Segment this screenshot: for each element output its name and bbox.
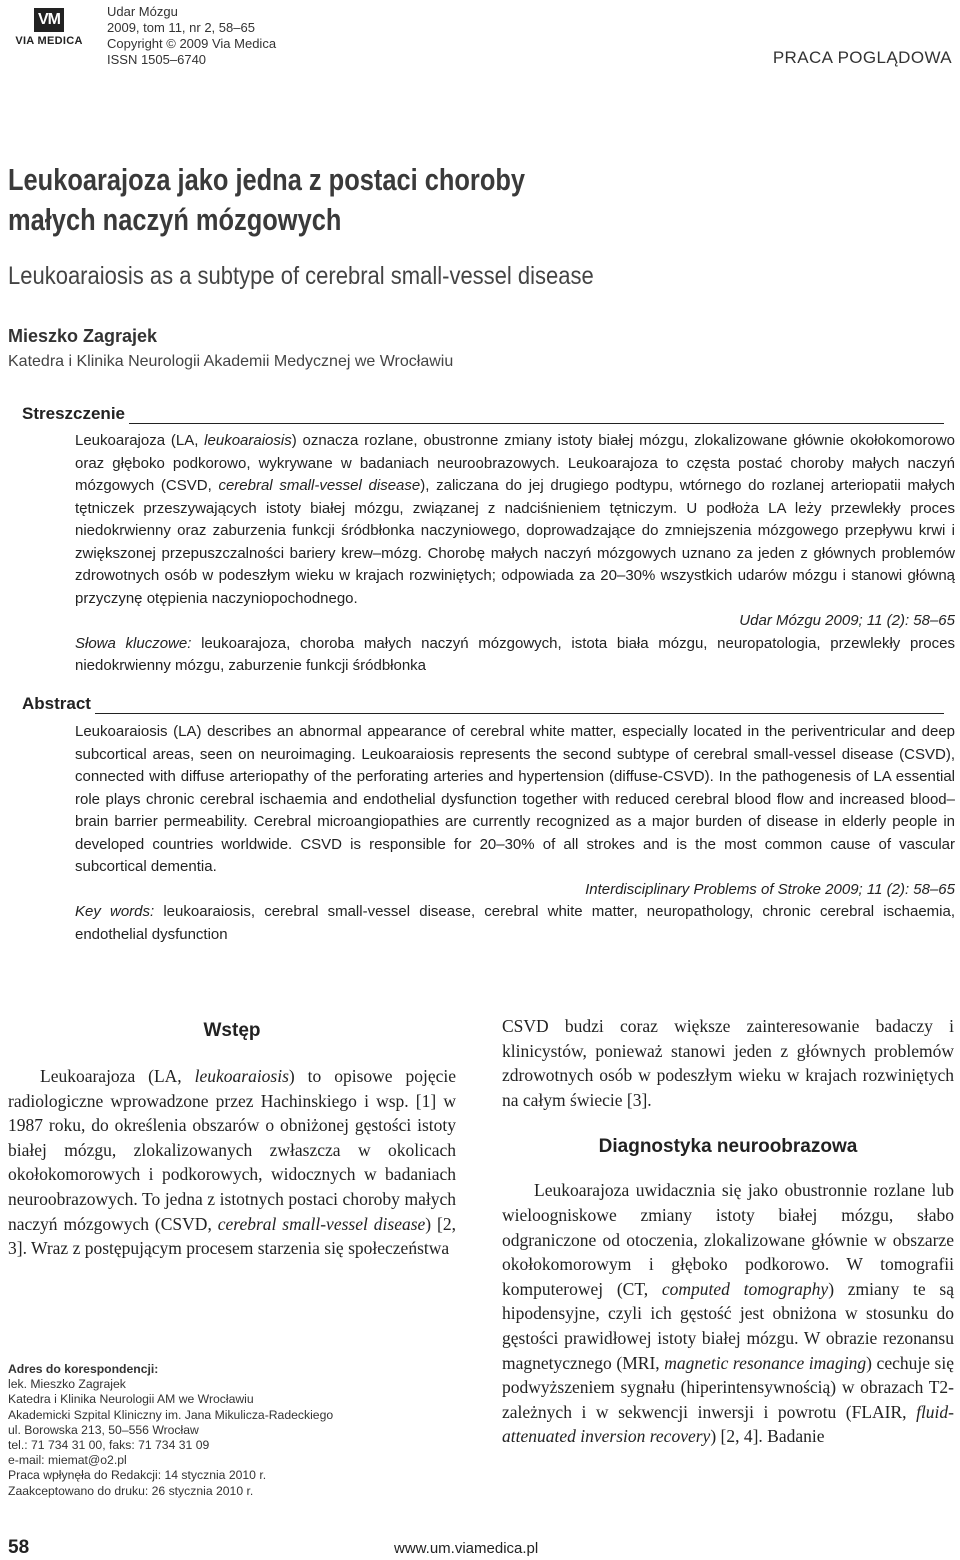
text-span: ) to opisowe pojęcie radiologiczne wprowadzone przez Hachinskiego i wsp. [1] w 1987 roku, do określenia obszarów o obniżonej gęstości istoty białej mózgu, zlokalizowanych zwłaszcza w okolicach okołokomorowych i podkorowych, widocznych w badaniach neuroobrazowych. To jedna z istotnych postaci choroby małych naczyń mózgowych (CSVD,	[8, 1066, 456, 1234]
journal-issn: ISSN 1505–6740	[107, 52, 207, 67]
correspondence-email[interactable]: e-mail: miemat@o2.pl	[8, 1453, 127, 1468]
publisher-logo	[8, 8, 88, 52]
abstract-heading-text: Abstract	[22, 694, 91, 713]
correspondence-line: Zaakceptowano do druku: 26 stycznia 2010 r.	[8, 1483, 254, 1498]
streszczenie-citation: Udar Mózgu 2009; 11 (2): 58–65	[739, 612, 955, 629]
streszczenie-text	[75, 430, 955, 610]
title-line-2: małych naczyń mózgowych	[8, 202, 342, 237]
italic-term: fluid-attenuated inversion recovery	[502, 1401, 954, 1447]
italic-term: cerebral small-vessel disease	[218, 477, 421, 494]
heading-rule	[95, 702, 944, 714]
correspondence-title: Adres do korespondencji:	[8, 1362, 159, 1376]
author-affiliation: Katedra i Klinika Neurologii Akademii Medycznej we Wrocławiu	[8, 353, 454, 370]
journal-name: Udar Mózgu	[107, 4, 178, 19]
streszczenie-body	[75, 430, 955, 678]
keywords-label: Słowa kluczowe:	[75, 634, 192, 652]
diagnostics-paragraph	[502, 1178, 954, 1449]
right-column	[502, 1014, 954, 1449]
english-title: Leukoaraiosis as a subtype of cerebral small-vessel disease	[8, 262, 594, 290]
abstract-text: Leukoaraiosis (LA) describes an abnormal appearance of cerebral white matter, especially located in the periventricular and deep subcortical areas, seen on neuroimaging. Leukoaraiosis represents the second subtype of cerebral small-vessel disease (CSVD), connected with diffuse arteriopathy of the perforating arteries and hypertension (diffuse-CSVD). In the pathogenesis of LA essential role plays chronic cerebral ischaemia and endothelial dysfunction together with reduced cerebral blood flow and increased blood–brain barrier permeability. Cerebral microangiopathies are currently recognized as a major burden of disease in elderly people in developed countries worldwide. CSVD is responsible for 20–30% of all strokes and is the most common cause of vascular subcortical dementia.	[75, 723, 955, 875]
abstract-citation: Interdisciplinary Problems of Stroke 2009; 11 (2): 58–65	[585, 880, 955, 898]
text-span: ) [2, 3]. Wraz z postępującym procesem starzenia się społeczeństwa	[8, 1213, 457, 1259]
continuation-paragraph: CSVD budzi coraz większe zainteresowanie badaczy i klinicystów, ponieważ stanowi jeden z głównych problemów zdrowotnych osób w podeszłym wieku w krajach rozwiniętych na całym świecie [3].	[502, 1016, 954, 1110]
journal-copyright: Copyright © 2009 Via Medica	[107, 36, 277, 51]
streszczenie-heading-text: Streszczenie	[22, 404, 125, 423]
journal-issue: 2009, tom 11, nr 2, 58–65	[107, 20, 255, 35]
text-span: ) cechuje się podwyższeniem sygnału (hiperintensywnością) w obrazach T2-zależnych i w sekwencji inwersji i powrotu (FLAIR,	[502, 1352, 954, 1422]
intro-heading: Wstęp	[203, 1020, 261, 1041]
correspondence-line: Praca wpłynęła do Redakcji: 14 stycznia 2010 r.	[8, 1468, 267, 1483]
author-name: Mieszko Zagrajek	[8, 326, 158, 346]
journal-info	[107, 4, 276, 68]
article-type: PRACA POGLĄDOWA	[772, 48, 952, 67]
keywords-list: leukoaraiosis, cerebral small-vessel disease, cerebral white matter, neuropathology, chronic cerebral ischaemia, endothelial dysfunction	[75, 903, 955, 943]
correspondence-line: ul. Borowska 213, 50–556 Wrocław	[8, 1422, 199, 1437]
correspondence-line: lek. Mieszko Zagrajek	[8, 1377, 126, 1392]
text-span: ) zmiany te są hipodensyjne, czyli ich gęstość jest obniżona w stosunku do gęstości prawidłowej istoty białej mózgu. W obrazie rezonansu magnetycznego (MRI,	[502, 1278, 954, 1373]
text-span: Leukoarajoza (LA,	[75, 432, 205, 449]
italic-term: magnetic resonance imaging	[664, 1352, 867, 1373]
italic-term: leukoaraiosis	[204, 432, 292, 449]
abstract-body	[75, 721, 955, 946]
streszczenie-keywords	[75, 633, 955, 678]
heading-rule	[129, 412, 944, 424]
logo-mark: VM	[34, 8, 64, 32]
left-column	[8, 1020, 457, 1261]
keywords-list: leukoarajoza, choroba małych naczyń mózgowych, istota biała mózgu, neuropatologia, przewlekły proces niedokrwienny mózgu, zaburzenie funkcji śródbłonka	[75, 634, 955, 674]
abstract-heading	[22, 694, 944, 714]
italic-term: cerebral small-vessel disease	[217, 1213, 426, 1234]
text-span: Leukoarajoza uwidacznia się jako obustronnie rozlane lub wieloogniskowe zmiany istoty białej mózgu, słabo odgraniczone od otoczenia, zlokalizowane głównie w obszarze okołokomorowym i głęboko podkorowo. W tomografii komputerowej (CT,	[502, 1180, 954, 1299]
correspondence-box	[8, 1362, 468, 1499]
correspondence-line: Akademicki Szpital Kliniczny im. Jana Mikulicza-Radeckiego	[8, 1407, 334, 1422]
text-span: ) [2, 4]. Badanie	[710, 1426, 825, 1447]
diagnostics-heading: Diagnostyka neuroobrazowa	[598, 1136, 858, 1158]
footer-url-link[interactable]: www.um.viamedica.pl	[394, 1540, 539, 1557]
page-number: 58	[8, 1537, 30, 1558]
italic-term: computed tomography	[661, 1278, 829, 1299]
logo-text: VIA MEDICA	[15, 35, 83, 47]
text-span: ) oznacza rozlane, obustronne zmiany istoty białej mózgu, zlokalizowane głównie okołokomorowo oraz głęboko podkorowo, wykrywane w badaniach neuroobrazowych. Leukoarajoza to częsta postać choroby małych naczyń mózgowych (CSVD,	[75, 432, 955, 494]
italic-term: leukoaraiosis	[194, 1066, 289, 1086]
keywords-label: Key words:	[75, 903, 155, 920]
title-line-1: Leukoarajoza jako jedna z postaci choroby	[8, 162, 526, 197]
intro-paragraph	[8, 1064, 456, 1261]
streszczenie-heading	[22, 404, 944, 424]
text-span: Leukoarajoza (LA,	[40, 1066, 195, 1086]
text-span: ), zaliczana do jej drugiego podtypu, wtórnego do rozlanej arteriopatii małych tętniczek przeszywających istoty białej mózgu, związanej z nadciśnieniem tętniczym. U podłoża LA leży przewlekły proces niedokrwienny oraz zaburzenia funkcji śródbłonka naczyniowego, doprowadzające do zmniejszenia mózgowego przepływu krwi i zwiększonej przepuszczalności bariery krew–mózg. Chorobę małych naczyń mózgowych uznano za jeden z głównych problemów zdrowotnych osób w podeszłym wieku w krajach rozwiniętych; odpowiada za 20–30% wszystkich udarów mózgu i stanowi główną przyczynę otępienia naczyniopochodnego.	[75, 477, 955, 607]
article-title	[8, 160, 746, 240]
correspondence-line: Katedra i Klinika Neurologii AM we Wrocławiu	[8, 1392, 254, 1407]
abstract-keywords	[75, 901, 955, 946]
correspondence-line: tel.: 71 734 31 00, faks: 71 734 31 09	[8, 1438, 210, 1453]
